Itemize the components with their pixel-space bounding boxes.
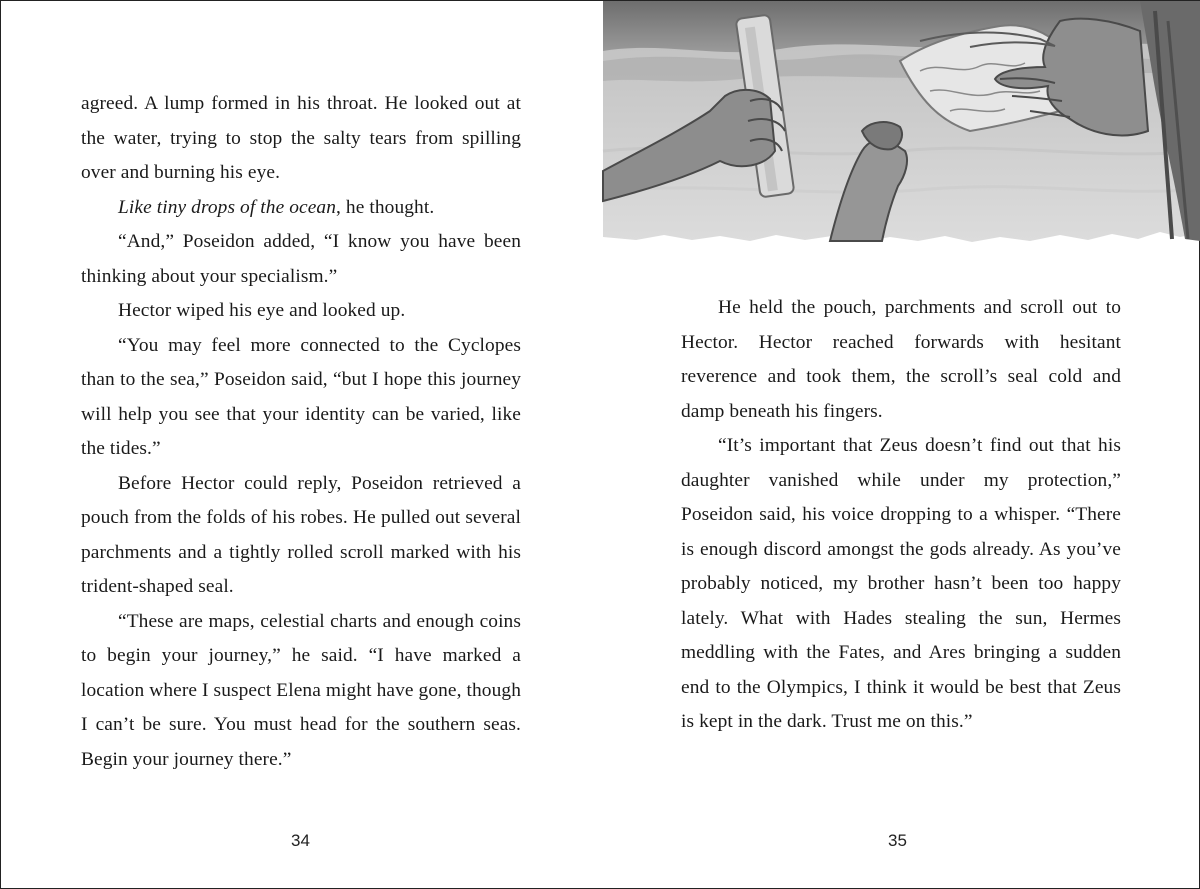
paragraph (81, 225, 521, 294)
right-page-text (681, 291, 1121, 740)
text-run: Hector wiped his eye and looked up. (118, 300, 406, 321)
paragraph (81, 294, 521, 329)
hands-passing-scroll-and-map-illustration (600, 1, 1200, 246)
text-run: Before Hector could reply, Poseidon retrieved a pouch from the folds of his robes. He pulled out several parchments and a tightly rolled scroll marked with his trident-shaped seal. (81, 472, 521, 597)
text-run: “And,” Poseidon added, “I know you have been thinking about your specialism.” (81, 231, 521, 287)
paragraph (81, 605, 521, 778)
paragraph (81, 329, 521, 467)
text-run: “You may feel more connected to the Cyclopes than to the sea,” Poseidon said, “but I hope this journey will help you see that your identity can be varied, like the tides.” (81, 334, 521, 459)
paragraph (681, 291, 1121, 429)
page-number: 35 (888, 831, 907, 850)
page-number: 34 (291, 831, 310, 850)
text-run: He held the pouch, parchments and scroll out to Hector. Hector reached forwards with hesitant reverence and took them, the scroll’s seal cold and damp beneath his fingers. (681, 297, 1121, 422)
right-page (600, 1, 1200, 888)
text-run: agreed. A lump formed in his throat. He looked out at the water, trying to stop the salty tears from spilling over and burning his eye. (81, 93, 521, 183)
left-page-text (81, 87, 521, 777)
paragraph (681, 429, 1121, 740)
text-run: , he thought. (336, 196, 435, 218)
paragraph (81, 87, 521, 191)
paragraph (81, 467, 521, 605)
text-run: “It’s important that Zeus doesn’t find out that his daughter vanished while under my protection,” Poseidon said, his voice dropping to a whisper. “There is enough discord amongst the gods already. As you’ve probably noticed, my brother hasn’t been too happy lately. What with Hades stealing the sun, Hermes meddling with the Fates, and Ares bringing a sudden end to the Olympics, I think it would be best that Zeus is kept in the dark. Trust me on this.” (681, 435, 1121, 732)
text-run: “These are maps, celestial charts and enough coins to begin your journey,” he said. “I have marked a location where I suspect Elena might have gone, though I can’t be sure. You must head for the southern seas. Begin your journey there.” (81, 610, 521, 770)
left-page (1, 1, 601, 888)
paragraph (81, 191, 521, 226)
italic-text-run: Like tiny drops of the ocean (118, 196, 337, 218)
